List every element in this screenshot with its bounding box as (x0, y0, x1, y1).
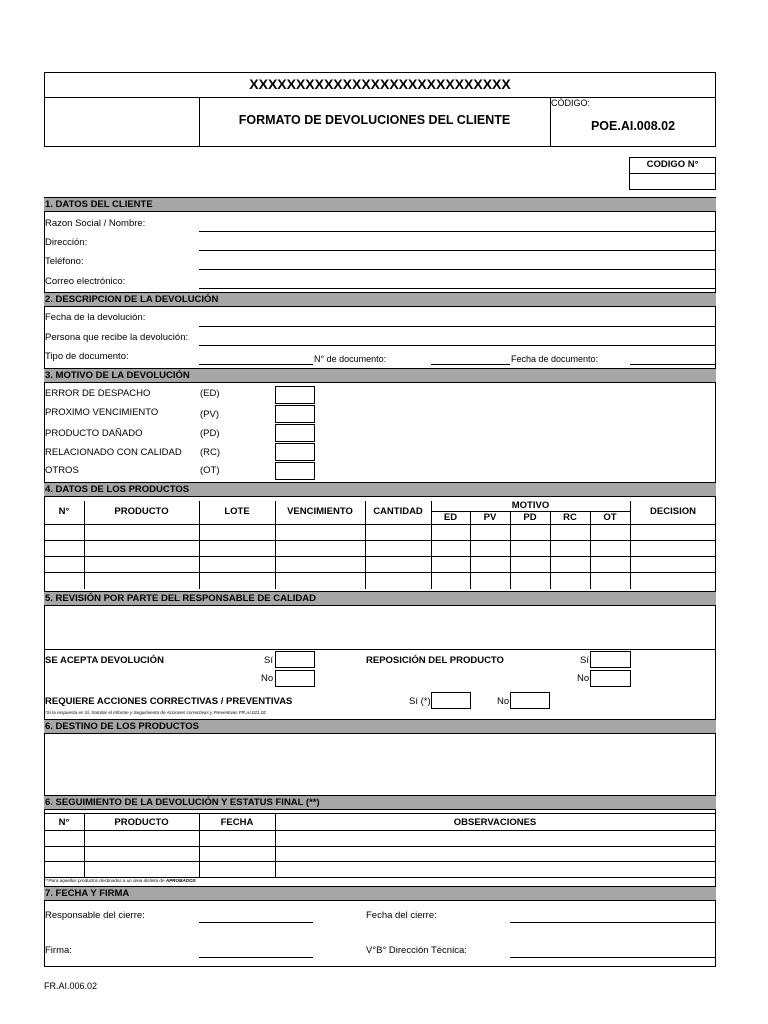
reason-code: (OT) (200, 465, 220, 476)
replace-no-checkbox[interactable] (590, 670, 631, 687)
direccion-label: Dirección: (45, 237, 88, 248)
replace-yes-label: Sí (580, 655, 589, 666)
reason-code: (RC) (200, 447, 221, 458)
actions-yes-checkbox[interactable] (431, 692, 471, 709)
tipo-documento-label: Tipo de documento: (45, 351, 129, 362)
section6b-header: 6. SEGUIMIENTO DE LA DEVOLUCIÓN Y ESTATUS FINAL (**) (44, 795, 716, 810)
codigo-n-field[interactable] (630, 174, 715, 189)
accept-yes-checkbox[interactable] (275, 651, 315, 668)
accept-label: SE ACEPTA DEVOLUCIÓN (45, 655, 164, 666)
fecha-documento-field[interactable] (630, 364, 715, 365)
reason-checkbox[interactable] (275, 424, 315, 442)
section3-header: 3. MOTIVO DE LA DEVOLUCIÓN (44, 368, 716, 383)
reason-code: (PD) (200, 428, 220, 439)
column-header: N° (58, 817, 70, 828)
footer-form-code: FR.AI.006.02 (44, 981, 98, 991)
tracking-footnote: **Para aquellos productos destinados a un área distinta de APROBADOS (45, 878, 196, 883)
section5-header: 5. REVISIÓN POR PARTE DEL RESPONSABLE DE CALIDAD (44, 591, 716, 606)
numero-documento-label: N° de documento: (314, 354, 387, 364)
actions-yes-label: Sí (*) (409, 696, 431, 707)
motivo-column-header: PV (483, 512, 497, 523)
signature-field[interactable] (199, 957, 313, 958)
column-header: OBSERVACIONES (453, 817, 537, 828)
column-header: LOTE (224, 506, 250, 517)
destino-field[interactable] (45, 735, 715, 793)
column-header: N° (58, 506, 70, 517)
actions-no-checkbox[interactable] (510, 692, 550, 709)
replace-yes-checkbox[interactable] (590, 651, 631, 668)
column-header: VENCIMIENTO (287, 506, 353, 517)
column-header: FECHA (220, 817, 254, 828)
reason-label: PROXIMO VENCIMIENTO (45, 407, 159, 418)
company-name: XXXXXXXXXXXXXXXXXXXXXXXXXXXX (249, 76, 511, 92)
reason-code: (PV) (200, 409, 219, 420)
motivo-column-header: RC (563, 512, 577, 523)
reason-checkbox[interactable] (275, 462, 315, 480)
codigo-n-label: CODIGO N° (646, 159, 699, 170)
section4-header: 4. DATOS DE LOS PRODUCTOS (44, 482, 716, 497)
accept-no-label: No (261, 673, 274, 684)
column-header: CANTIDAD (373, 506, 423, 517)
razon-social-label: Razon Social / Nombre: (45, 218, 146, 229)
motivo-column-header: OT (603, 512, 617, 523)
signature-label: Firma: (45, 945, 72, 956)
code-value: POE.AI.008.02 (590, 119, 676, 133)
column-header: DECISION (650, 506, 696, 517)
persona-recibe-field[interactable] (199, 345, 715, 346)
correo-field[interactable] (199, 288, 715, 289)
razon-social-field[interactable] (199, 231, 715, 232)
reason-code: (ED) (200, 388, 220, 399)
numero-documento-field[interactable] (431, 364, 510, 365)
actions-label: REQUIERE ACCIONES CORRECTIVAS / PREVENTIVAS (45, 696, 293, 707)
reason-checkbox[interactable] (275, 443, 315, 461)
column-header: PRODUCTO (114, 506, 169, 517)
reason-label: PRODUCTO DAÑADO (45, 428, 143, 439)
fecha-devolucion-field[interactable] (199, 326, 715, 327)
close-date-label: Fecha del cierre: (366, 910, 437, 921)
closer-field[interactable] (199, 922, 313, 923)
closer-label: Responsable del cierre: (45, 910, 145, 921)
accept-no-checkbox[interactable] (275, 670, 315, 687)
tipo-documento-field[interactable] (199, 364, 313, 365)
reason-label: RELACIONADO CON CALIDAD (45, 447, 182, 458)
actions-no-label: No (497, 696, 510, 707)
code-label: CÓDIGO: (551, 98, 591, 108)
tech-approval-field[interactable] (510, 957, 715, 958)
section2-header: 2. DESCRIPCION DE LA DEVOLUCIÓN (44, 292, 716, 307)
replace-label: REPOSICIÓN DEL PRODUCTO (366, 655, 504, 666)
fecha-documento-label: Fecha de documento: (511, 354, 599, 364)
telefono-field[interactable] (199, 269, 715, 270)
persona-recibe-label: Persona que recibe la devolución: (45, 332, 189, 343)
telefono-label: Teléfono: (45, 256, 84, 267)
reason-checkbox[interactable] (275, 405, 315, 423)
column-header: PRODUCTO (114, 817, 169, 828)
close-date-field[interactable] (510, 922, 715, 923)
replace-no-label: No (577, 673, 590, 684)
motivo-column-header: PD (523, 512, 537, 523)
fecha-devolucion-label: Fecha de la devolución: (45, 312, 146, 323)
form-title: FORMATO DE DEVOLUCIONES DEL CLIENTE (238, 113, 511, 127)
reason-label: OTROS (45, 465, 79, 476)
correo-label: Correo electrónico: (45, 276, 126, 287)
reason-checkbox[interactable] (275, 386, 315, 404)
reason-label: ERROR DE DESPACHO (45, 388, 151, 399)
section7-header: 7. FECHA Y FIRMA (44, 886, 716, 901)
actions-footnote: *Si la respuesta es Sí, tramitar el Informe y Seguimiento de Acciones correctivas y Preventivas FR.AI.021.02 (45, 710, 266, 715)
direccion-field[interactable] (199, 250, 715, 251)
motivo-header: MOTIVO (511, 500, 550, 511)
motivo-column-header: ED (443, 512, 458, 523)
section1-header: 1. DATOS DEL CLIENTE (44, 197, 716, 212)
section6-header: 6. DESTINO DE LOS PRODUCTOS (44, 719, 716, 734)
tech-approval-label: V°B° Dirección Técnica: (366, 945, 467, 956)
accept-yes-label: Sí (264, 655, 273, 666)
